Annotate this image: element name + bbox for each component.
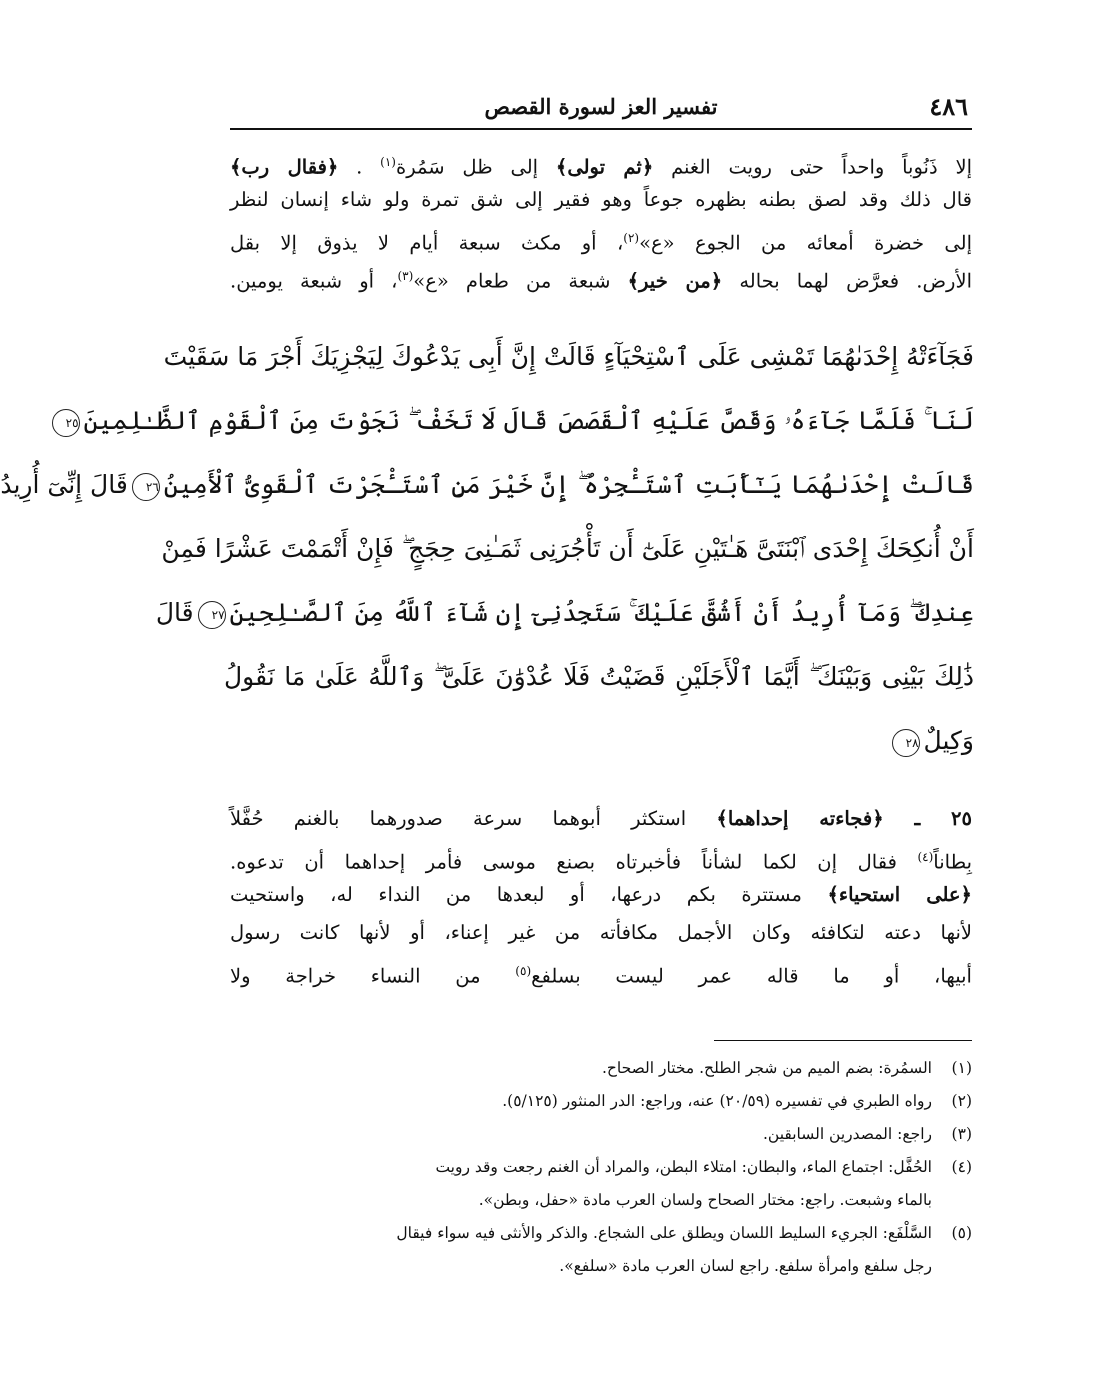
footnote-number: (١)	[951, 1059, 972, 1077]
ayah-number-26: ٢٦	[132, 473, 160, 501]
text-line: بِطاناً$^{(٤)}$ فقال إن لكما لشأناً فأخبرتاه بصنع موسى فأمر إحداهما أن تدعوه.	[230, 850, 972, 874]
verse-line: عِندِكَ ۖ وَمَآ أُرِيدُ أَنْ أَشُقَّ عَلَيْكَ ۚ سَتَجِدُنِىٓ إِن شَآءَ ٱللَّهُ مِنَ ٱلصَّـٰلِحِينَ٢٧قَالَ	[155, 598, 974, 627]
footnote-3	[230, 1118, 972, 1151]
footnote-number: (٤)	[951, 1158, 972, 1176]
text-line: إلا ذَنُوباً واحداً حتى رويت الغنم ﴿ثم تولى﴾ إلى ظل سَمُرة$^{(١)}$ . ﴿فقال رب﴾	[230, 155, 972, 179]
footnote-ref: (٢)	[623, 231, 640, 245]
footnote-5	[230, 1217, 972, 1283]
commentary-paragraph-1	[230, 143, 972, 295]
verse-line: لَنَا ۚ فَلَمَّا جَآءَهُۥ وَقَصَّ عَلَيْهِ ٱلْقَصَصَ قَالَ لَا تَخَفْ ۖ نَجَوْتَ مِنَ ٱلْقَوْمِ ٱلظَّـٰلِمِينَ٢٥	[224, 389, 974, 453]
quran-quote: ﴿فجاءته إحداهما﴾	[716, 807, 884, 830]
footnote-number: (٢)	[951, 1092, 972, 1110]
footnote-text: السَّلْفَع: الجريء السليط اللسان ويطلق على الشجاع. والذكر والأنثى فيه سواء فيقال	[396, 1224, 932, 1242]
text-line: قال ذلك وقد لصق بطنه بظهره جوعاً وهو فقير إلى شق تمرة ولو شاء إنسان لنظر	[230, 188, 972, 211]
footnote-text: الحُفَّل: اجتماع الماء، والبطان: امتلاء البطن، والمراد أن الغنم رجعت وقد رويت	[435, 1158, 932, 1176]
footnote-text: السمُرة: بضم الميم من شجر الطلح. مختار الصحاح.	[601, 1059, 932, 1077]
footnote-ref: (٥)	[515, 964, 532, 978]
text-line: أبيها، أو ما قاله عمر ليست بسلفع$^{(٥)}$ من النساء خراجة ولا	[230, 964, 972, 988]
quran-verses	[0, 325, 974, 773]
verse-line: أَنْ أُنكِحَكَ إِحْدَى ٱبْنَتَىَّ هَـٰتَيْنِ عَلَىٰٓ أَن تَأْجُرَنِى ثَمَـٰنِىَ حِجَجٍ ۖ فَإِنْ أَتْمَمْتَ عَشْرًا فَمِنْ	[161, 534, 974, 563]
footnotes	[230, 1052, 972, 1283]
footnote-separator	[714, 1040, 972, 1041]
commentary-paragraph-2	[230, 800, 972, 990]
ayah-number-28: ٢٨	[892, 729, 920, 757]
quran-quote: ﴿فقال رب﴾	[230, 155, 339, 179]
page-number: ٤٨٦	[929, 92, 968, 121]
verse-number: ٢٥ ـ	[883, 807, 972, 830]
footnote-text: رواه الطبري في تفسيره (٢٠/٥٩) عنه، وراجع: الدر المنثور (٥/١٢٥).	[502, 1092, 932, 1110]
ayah-number-25: ٢٥	[52, 409, 80, 437]
quran-quote: ﴿ثم تولى﴾	[555, 155, 654, 179]
footnote-ref: (٤)	[917, 850, 934, 864]
footnote-text: رجل سلفع وامرأة سلفع. راجع لسان العرب مادة «سلفع».	[559, 1257, 932, 1275]
footnote-1	[230, 1052, 972, 1085]
footnote-2	[230, 1085, 972, 1118]
footnote-text: بالماء وشبعت. راجع: مختار الصحاح ولسان العرب مادة «حفل، وبطن».	[478, 1191, 932, 1209]
footnote-4	[230, 1151, 972, 1217]
page-header	[230, 92, 972, 130]
text-line: إلى خضرة أمعائه من الجوع «ع»$^{(٢)}$، أو مكث سبعة أيام لا يذوق إلا بقل	[230, 231, 972, 255]
footnote-number: (٣)	[951, 1125, 972, 1143]
quran-quote: ﴿على استحياء﴾	[827, 883, 972, 906]
verse-line: قَالَتْ إِحْدَىٰهُمَا يَـٰٓأَبَتِ ٱسْتَـْٔجِرْهُ ۖ إِنَّ خَيْرَ مَنِ ٱسْتَـْٔجَرْتَ ٱلْقَوِىُّ ٱلْأَمِينُ٢٦قَالَ إِنِّىٓ أُرِيدُ	[0, 470, 974, 499]
footnote-text: راجع: المصدرين السابقين.	[762, 1125, 932, 1143]
verse-line: وَكِيلٌ٢٨	[224, 709, 974, 773]
ayah-number-27: ٢٧	[198, 601, 226, 629]
quran-quote: ﴿من خير﴾	[627, 269, 723, 293]
running-title: تفسير العز لسورة القصص	[484, 94, 718, 119]
text-line: ﴿على استحياء﴾ مستترة بكم درعها، أو لبعدها من النداء له، واستحيت	[230, 883, 972, 906]
text-line: ٢٥ ـ ﴿فجاءته إحداهما﴾ استكثر أبوهما سرعة صدورهما بالغنم حُفَّلاً	[230, 807, 972, 830]
footnote-ref: (١)	[380, 155, 396, 169]
text-line: لأنها دعته لتكافئه وكان الأجمل مكافأته من غير إعناء، أو لأنها كانت رسول	[230, 921, 972, 944]
footnote-ref: (٣)	[397, 269, 414, 283]
verse-line: فَجَآءَتْهُ إِحْدَىٰهُمَا تَمْشِى عَلَى ٱسْتِحْيَآءٍ قَالَتْ إِنَّ أَبِى يَدْعُوكَ لِيَجْزِيَكَ أَجْرَ مَا سَقَيْتَ	[163, 342, 974, 371]
footnote-number: (٥)	[951, 1224, 972, 1242]
text-line: الأرض. فعرَّض لهما بحاله ﴿من خير﴾ شبعة من طعام «ع»$^{(٣)}$، أو شبعة يومين.	[230, 269, 972, 293]
verse-line: ذَٰلِكَ بَيْنِى وَبَيْنَكَ ۖ أَيَّمَا ٱلْأَجَلَيْنِ قَضَيْتُ فَلَا عُدْوَٰنَ عَلَىَّ ۖ وَٱللَّهُ عَلَىٰ مَا نَقُولُ	[224, 662, 974, 691]
